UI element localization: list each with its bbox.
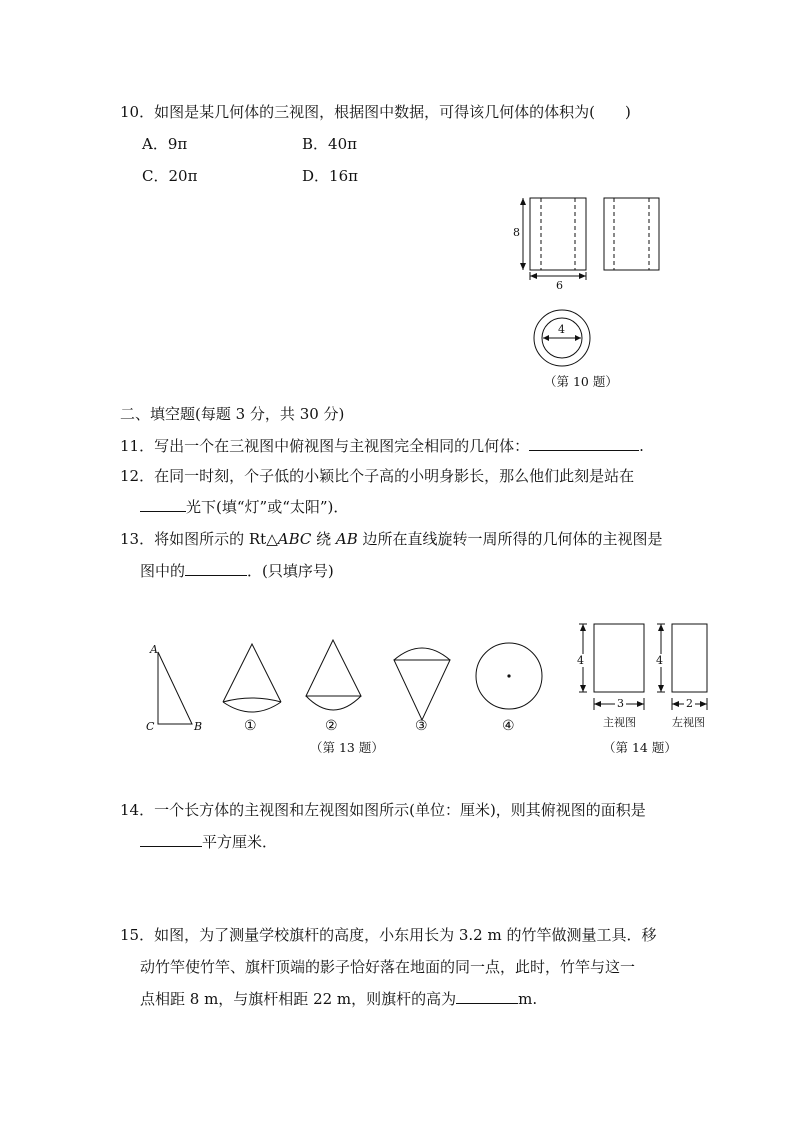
q10-stem: 10．如图是某几何体的三视图，根据图中数据，可得该几何体的体积为( ): [120, 103, 631, 121]
cone1-base-bottom: [223, 702, 281, 712]
front-view-rect: [530, 198, 586, 270]
q11-answer-blank[interactable]: [529, 436, 639, 451]
option-label-1: ①: [244, 718, 257, 734]
q13-line2: [140, 561, 334, 581]
q15-line2: 动竹竿使竹竿、旗杆顶端的影子恰好落在地面的同一点，此时，竹竿与这一: [140, 958, 636, 976]
arrow-head: [580, 624, 586, 631]
label-a: A: [150, 643, 158, 656]
q13-line1: [120, 529, 663, 549]
cone3-top-arc: [394, 648, 450, 660]
label-c: C: [146, 720, 155, 733]
option-value: 40π: [328, 135, 357, 153]
arrow-head: [658, 685, 664, 692]
q13-figure-caption: （第 13 题）: [310, 740, 384, 755]
option-value: 9π: [167, 135, 188, 153]
q10-diameter-label: 4: [558, 323, 565, 336]
option-value: 20π: [168, 167, 198, 185]
q10-option-b: B．40π: [302, 135, 357, 153]
q14-line2-text: 平方厘米．: [202, 833, 278, 851]
option-label-2: ②: [325, 718, 338, 734]
q10-option-d: D．16π: [302, 167, 358, 185]
q14-figure: [570, 618, 720, 718]
q15-unit: m.: [518, 990, 538, 1008]
q10-option-c: C．20π: [142, 167, 198, 185]
arrow-head: [575, 335, 581, 341]
q15-text: 点相距 8 m，与旗杆相距 22 m，则旗杆的高为: [140, 990, 457, 1008]
q14-figure-caption: （第 14 题）: [603, 740, 677, 755]
arrow-head: [637, 701, 644, 707]
q14-answer-blank[interactable]: [140, 832, 202, 847]
q15-line1: 15．如图，为了测量学校旗杆的高度，小东用长为 3.2 m 的竹竿做测量工具．移: [120, 926, 657, 944]
option-label-3: ③: [415, 718, 428, 734]
arrow-head: [543, 335, 549, 341]
arrow-head: [579, 273, 586, 279]
label-b: B: [194, 720, 203, 733]
arrow-head: [580, 685, 586, 692]
q14-left-view-label: 左视图: [672, 716, 705, 729]
q13-text: 边所在直线旋转一周所得的几何体的主视图是: [357, 530, 663, 548]
q11-line: [120, 436, 644, 456]
arrow-head: [594, 701, 601, 707]
q14-line1: 14．一个长方体的主视图和左视图如图所示(单位：厘米)，则其俯视图的面积是: [120, 801, 646, 819]
option-key: C: [142, 167, 154, 185]
option-label-4: ④: [502, 718, 515, 734]
q14-left-height-label: 4: [656, 654, 663, 667]
arrow-head: [658, 624, 664, 631]
left-view-rect: [672, 624, 707, 692]
segment-name: AB: [335, 530, 358, 548]
section2-title: 二、填空题(每题 3 分，共 30 分): [120, 405, 345, 423]
cone2-triangle: [306, 640, 361, 696]
right-triangle-abc: [158, 652, 192, 724]
q14-left-width-label: 2: [686, 697, 693, 710]
q11-stem: 11．写出一个在三视图中俯视图与主视图完全相同的几何体：: [120, 437, 530, 455]
q12-line1: 12．在同一时刻，个子低的小颖比个子高的小明身影长，那么他们此刻是站在: [120, 467, 635, 485]
arrow-head: [530, 273, 537, 279]
q12-answer-blank[interactable]: [140, 497, 186, 512]
triangle-name: ABC: [277, 530, 312, 548]
q10-option-a: A．9π: [142, 135, 188, 153]
option-value: 16π: [329, 167, 358, 185]
cone1-sides: [223, 644, 281, 702]
q14-line2: [140, 832, 277, 852]
side-view-rect: [604, 198, 659, 270]
q12-line2: [140, 497, 348, 517]
option-key: D: [302, 167, 315, 185]
option-key: B: [302, 135, 314, 153]
q13-answer-blank[interactable]: [185, 561, 247, 576]
front-view-rect: [594, 624, 644, 692]
q13-text: 图中的: [140, 562, 186, 580]
arrow-head: [520, 198, 526, 205]
q10-figure-caption: （第 10 题）: [544, 374, 618, 389]
q10-height-label: 8: [513, 226, 520, 239]
cone2-base: [306, 696, 361, 710]
q11-end: .: [639, 437, 644, 455]
arrow-head: [520, 263, 526, 270]
cone3-triangle: [394, 660, 450, 720]
q13-figure: [140, 630, 560, 740]
q13-text: 绕: [311, 530, 336, 548]
arrow-head: [700, 701, 707, 707]
q12-line2-text: 光下(填“灯”或“太阳”)．: [186, 498, 349, 516]
q15-answer-blank[interactable]: [456, 989, 518, 1004]
option-key: A: [142, 135, 153, 153]
q10-three-view-figure: [500, 190, 680, 380]
q13-text: 13．将如图所示的 Rt: [120, 530, 267, 548]
triangle-symbol: △: [266, 530, 278, 548]
q14-front-height-label: 4: [577, 654, 584, 667]
q14-front-view-label: 主视图: [603, 716, 636, 729]
arrow-head: [672, 701, 679, 707]
q13-text: ．(只填序号): [247, 562, 334, 580]
view4-center-dot: [507, 674, 510, 677]
q15-line3: [140, 989, 537, 1009]
cone1-base-top: [223, 698, 281, 702]
q14-front-width-label: 3: [617, 697, 624, 710]
q10-width-label: 6: [556, 279, 563, 292]
